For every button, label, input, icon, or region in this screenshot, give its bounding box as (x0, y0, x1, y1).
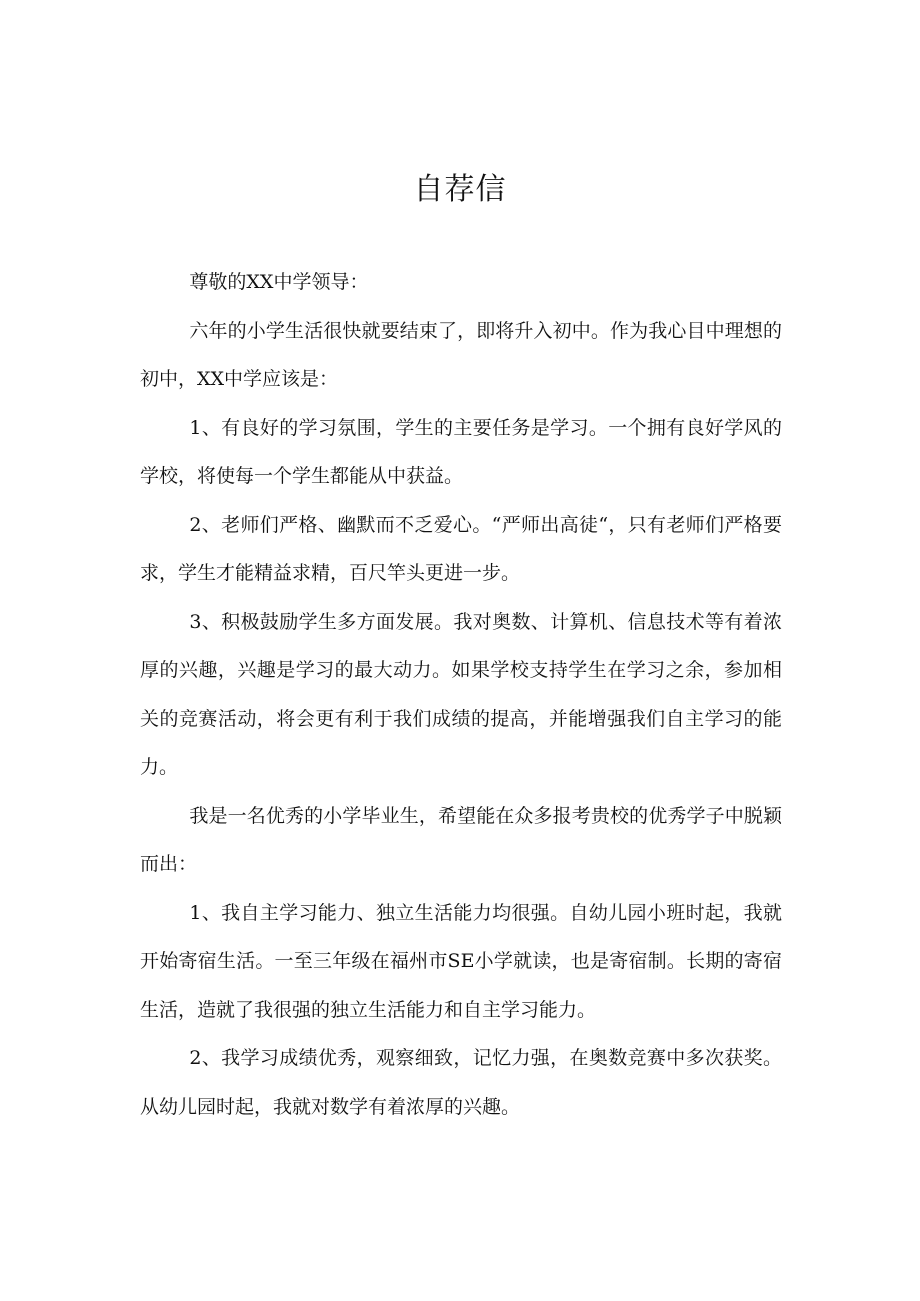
document-title: 自荐信 (413, 172, 507, 207)
paragraph-point-3: 3、积极鼓励学生多方面发展。我对奥数、计算机、信息技术等有着浓厚的兴趣，兴趣是学习的最大动力。如果学校支持学生在学习之余，参加相关的竞赛活动，将会更有利于我们成绩的提高，并能增强我们自主学习的能力。 (140, 610, 782, 778)
paragraph-strength-1: 1、我自主学习能力、独立生活能力均很强。自幼儿园小班时起，我就开始寄宿生活。一至三年级在福州市SE小学就读，也是寄宿制。长期的寄宿生活，造就了我很强的独立生活能力和自主学习能力。 (140, 901, 782, 1021)
paragraph-intro: 六年的小学生活很快就要结束了，即将升入初中。作为我心目中理想的初中，XX中学应该是： (140, 319, 782, 390)
paragraph-strength-2: 2、我学习成绩优秀，观察细致，记忆力强，在奥数竞赛中多次获奖。从幼儿园时起，我就对数学有着浓厚的兴趣。 (140, 1047, 782, 1118)
paragraph-point-1: 1、有良好的学习氛围，学生的主要任务是学习。一个拥有良好学风的学校，将使每一个学生都能从中获益。 (140, 416, 782, 487)
paragraph-self-intro: 我是一名优秀的小学毕业生，希望能在众多报考贵校的优秀学子中脱颖而出： (140, 804, 782, 875)
salutation: 尊敬的XX中学领导： (189, 271, 369, 293)
paragraph-point-2: 2、老师们严格、幽默而不乏爱心。“严师出高徒“，只有老师们严格要求，学生才能精益求精，百尺竿头更进一步。 (140, 513, 782, 584)
document-body (140, 258, 782, 1131)
